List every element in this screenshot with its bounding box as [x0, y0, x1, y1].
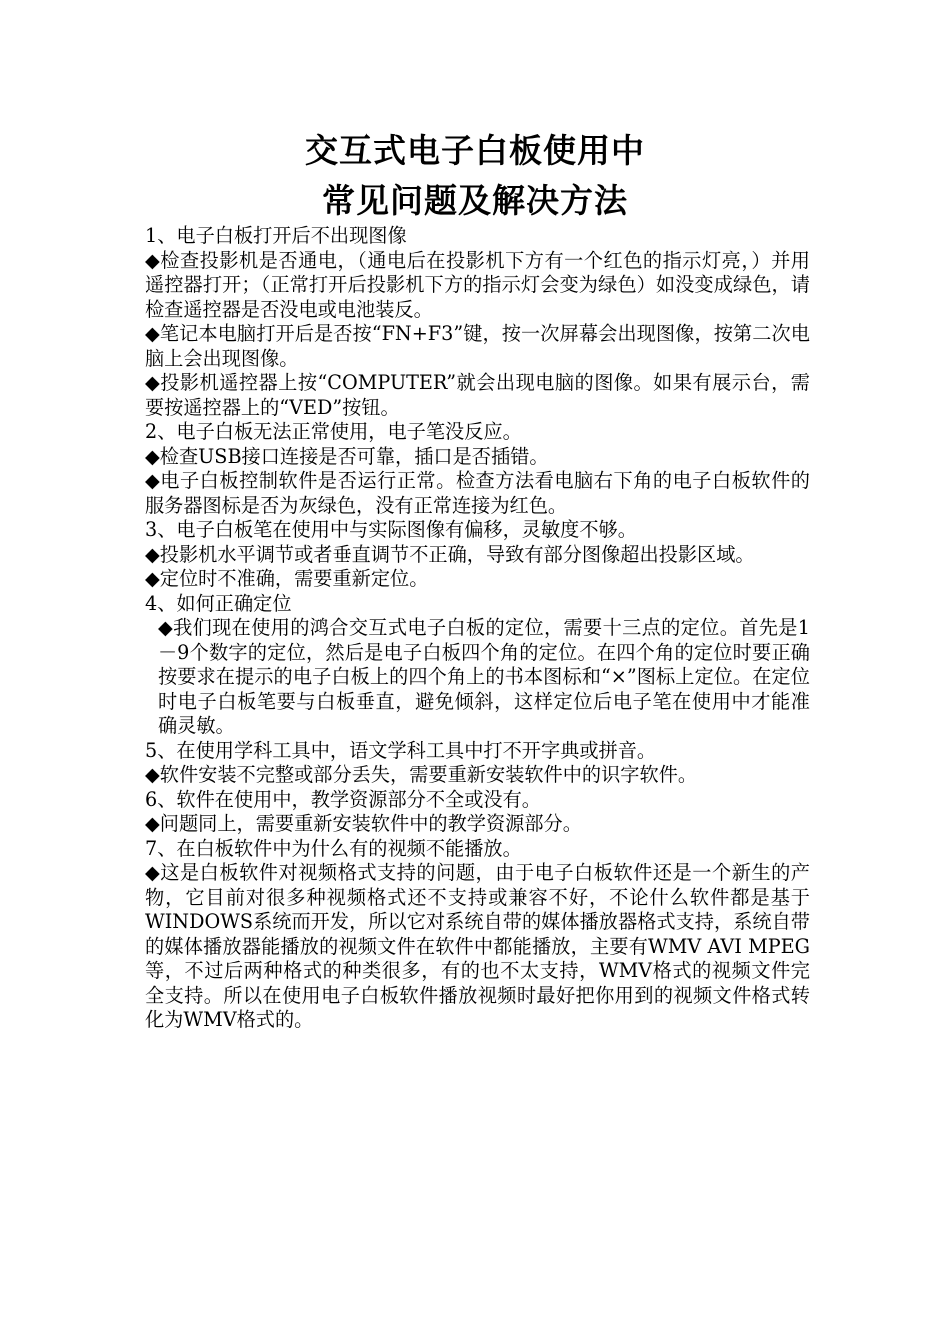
document-title-line-1: 交互式电子白板使用中	[305, 131, 645, 170]
question-heading-4: 4、如何正确定位	[145, 591, 292, 615]
question-heading-2: 2、电子白板无法正常使用，电子笔没反应。	[145, 420, 522, 443]
answer-paragraph: ◆投影机遥控器上按“COMPUTER”就会出现电脑的图像。如果有展示台，需要按遥控器上的“VED”按钮。	[145, 371, 810, 419]
answer-paragraph: ◆检查投影机是否通电，（通电后在投影机下方有一个红色的指示灯亮，）并用遥控器打开；（正常打开后投影机下方的指示灯会变为绿色）如没变成绿色，请检查遥控器是否没电或电池装反。	[145, 248, 810, 321]
answer-paragraph: ◆软件安装不完整或部分丢失，需要重新安装软件中的识字软件。	[145, 763, 698, 786]
answer-paragraph: ◆投影机水平调节或者垂直调节不正确，导致有部分图像超出投影区域。	[145, 542, 755, 566]
answer-paragraph: ◆电子白板控制软件是否运行正常。检查方法看电脑右下角的电子白板软件的服务器图标是否为灰绿色，没有正常连接为红色。	[145, 469, 810, 517]
document-body	[145, 224, 810, 1033]
document-title-line-2: 常见问题及解决方法	[322, 181, 628, 220]
question-heading-7: 7、在白板软件中为什么有的视频不能播放。	[145, 836, 522, 860]
question-heading-6: 6、软件在使用中，教学资源部分不全或没有。	[145, 787, 541, 811]
question-heading-1: 1、电子白板打开后不出现图像	[145, 224, 407, 247]
question-heading-3: 3、电子白板笔在使用中与实际图像有偏移，灵敏度不够。	[145, 518, 637, 541]
answer-paragraph: ◆笔记本电脑打开后是否按“FN+F3”键，按一次屏幕会出现图像，按第二次电脑上会出现图像。	[145, 322, 810, 370]
answer-paragraph: ◆我们现在使用的鸿合交互式电子白板的定位，需要十三点的定位。首先是1－9个数字的定位，然后是电子白板四个角的定位。在四个角的定位时要正确按要求在提示的电子白板上的四个角上的书本图标和“×”图标上定位。在定位时电子白板笔要与白板垂直，避免倾斜，这样定位后电子笔在使用中才能准确灵敏。	[158, 616, 810, 737]
answer-paragraph: ◆检查USB接口连接是否可靠，插口是否插错。	[145, 444, 549, 468]
answer-paragraph: ◆定位时不准确，需要重新定位。	[145, 567, 429, 590]
question-heading-5: 5、在使用学科工具中，语文学科工具中打不开字典或拼音。	[145, 738, 657, 762]
answer-paragraph: ◆问题同上，需要重新安装软件中的教学资源部分。	[145, 812, 582, 835]
answer-paragraph: ◆这是白板软件对视频格式支持的问题，由于电子白板软件还是一个新生的产物，它目前对很多种视频格式还不支持或兼容不好，不论什么软件都是基于WINDOWS系统而开发，所以它对系统自带的媒体播放器格式支持，系统自带的媒体播放器能播放的视频文件在软件中都能播放，主要有WMV AVI MPEG等，不过后两种格式的种类很多，有的也不太支持，WMV格式的视频文件完全支持。所以在使用电子白板软件播放视频时最好把你用到的视频文件格式转化为WMV格式的。	[145, 861, 810, 1031]
